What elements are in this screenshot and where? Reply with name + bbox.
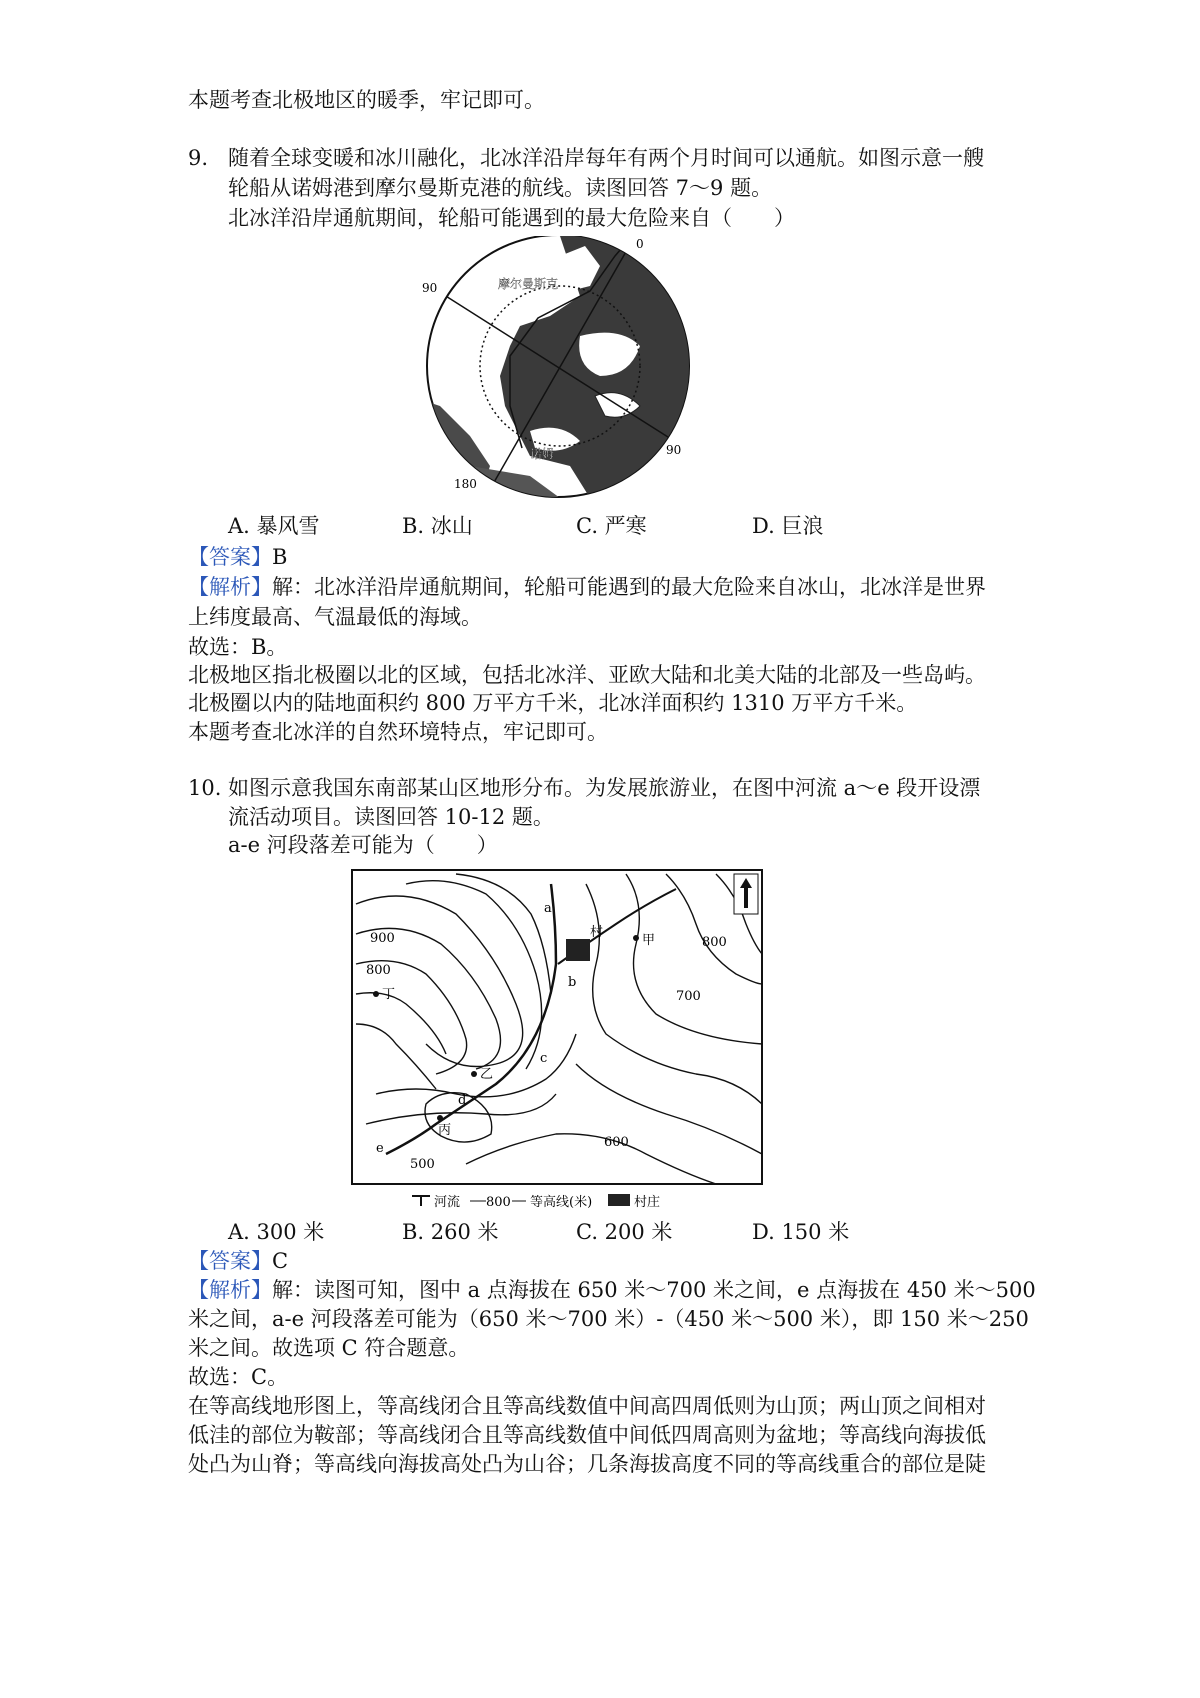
analysis-text: 米之间。故选项 C 符合题意。 [188,1336,470,1360]
choice-text: 故选：C。 [188,1365,289,1389]
legend-village: 村庄 [634,1195,661,1210]
answer-tag: 【答案】 [188,545,272,569]
port-label: 诺姆 [530,447,555,461]
analysis-text: 解：读图可知，图中 a 点海拔在 650 米～700 米之间，e 点海拔在 450 米～500 [272,1278,1036,1302]
analysis-tag: 【解析】 [188,575,272,599]
option-b: B. 260 米 [402,1220,499,1244]
option-d: D. 150 米 [752,1220,850,1244]
note-text: 低洼的部位为鞍部；等高线闭合且等高线数值中间低四周高则为盆地；等高线向海拔低 [188,1423,986,1447]
point-label-b: b [568,975,577,990]
answer-value: C [272,1249,289,1273]
legend-contour: 等高线(米) [530,1195,593,1210]
place-label-yi: 乙 [480,1067,494,1082]
options-row [228,1218,928,1246]
answer-value: B [272,545,288,569]
question-stem: 如图示意我国东南部某山区地形分布。为发展旅游业，在图中河流 a～e 段开设漂 [228,776,981,800]
longitude-label: 90 [666,443,682,457]
options-row [228,512,928,540]
option-a: A. 300 米 [228,1220,325,1244]
legend-river: 河流 [434,1195,461,1210]
longitude-label: 180 [454,477,477,491]
port-label: 摩尔曼斯克 [498,277,559,291]
analysis-tag: 【解析】 [188,1278,272,1302]
question-stem: 随着全球变暖和冰川融化，北冰洋沿岸每年有两个月时间可以通航。如图示意一艘 [228,146,984,170]
longitude-label: 0 [636,237,644,251]
point-label-e: e [376,1141,384,1156]
note-text: 在等高线地形图上，等高线闭合且等高线数值中间高四周低则为山顶；两山顶之间相对 [188,1394,986,1418]
question-number: 9. [188,146,209,170]
contour-label-600: 600 [604,1135,629,1150]
legend-contour-value: 800 [486,1195,511,1210]
contour-map [346,864,774,1216]
choice-text: 故选：B。 [188,635,288,659]
option-c: C. 严寒 [576,514,647,538]
note-text: 本题考查北冰洋的自然环境特点，牢记即可。 [188,720,608,744]
place-label-ding: 丁 [382,987,396,1002]
option-a: A. 暴风雪 [228,514,320,538]
point-label-a: a [544,901,552,916]
analysis-text: 解：北冰洋沿岸通航期间，轮船可能遇到的最大危险来自冰山，北冰洋是世界 [272,575,986,599]
contour-label-500: 500 [410,1157,435,1172]
contour-label-900: 900 [370,931,395,946]
analysis-text: 米之间，a-e 河段落差可能为（650 米～700 米）-（450 米～500 米），即 150 米～250 [188,1307,1029,1331]
analysis-text: 上纬度最高、气温最低的海域。 [188,605,482,629]
arctic-route-map [410,236,710,498]
note-text: 北极圈以内的陆地面积约 800 万平方千米，北冰洋面积约 1310 万平方千米。 [188,691,918,715]
answer-tag: 【答案】 [188,1249,272,1273]
note-text: 处凸为山脊；等高线向海拔高处凸为山谷；几条海拔高度不同的等高线重合的部位是陡 [188,1452,986,1476]
question-prompt: a-e 河段落差可能为（ ） [228,833,498,857]
question-number: 10. [188,776,222,800]
longitude-label: 90 [422,281,438,295]
analysis [188,573,986,601]
question-stem: 轮船从诺姆港到摩尔曼斯克港的航线。读图回答 7～9 题。 [228,176,773,200]
contour-label-800: 800 [366,963,391,978]
place-label-bing: 丙 [438,1123,452,1138]
answer [188,1247,288,1275]
text-line: 本题考查北极地区的暖季，牢记即可。 [188,88,545,112]
question-stem: 流活动项目。读图回答 10-12 题。 [228,805,554,829]
option-b: B. 冰山 [402,514,473,538]
question-prompt: 北冰洋沿岸通航期间，轮船可能遇到的最大危险来自（ ） [228,206,795,230]
contour-label-700: 700 [676,989,701,1004]
answer [188,543,287,571]
option-c: C. 200 米 [576,1220,673,1244]
place-label-village: 村 [590,925,604,940]
place-label-jia: 甲 [642,933,656,948]
option-d: D. 巨浪 [752,514,824,538]
point-label-c: c [540,1051,548,1066]
analysis [188,1276,1036,1304]
note-text: 北极地区指北极圈以北的区域，包括北冰洋、亚欧大陆和北美大陆的北部及一些岛屿。 [188,663,986,687]
contour-label-800: 800 [702,935,727,950]
point-label-d: d [458,1093,467,1108]
